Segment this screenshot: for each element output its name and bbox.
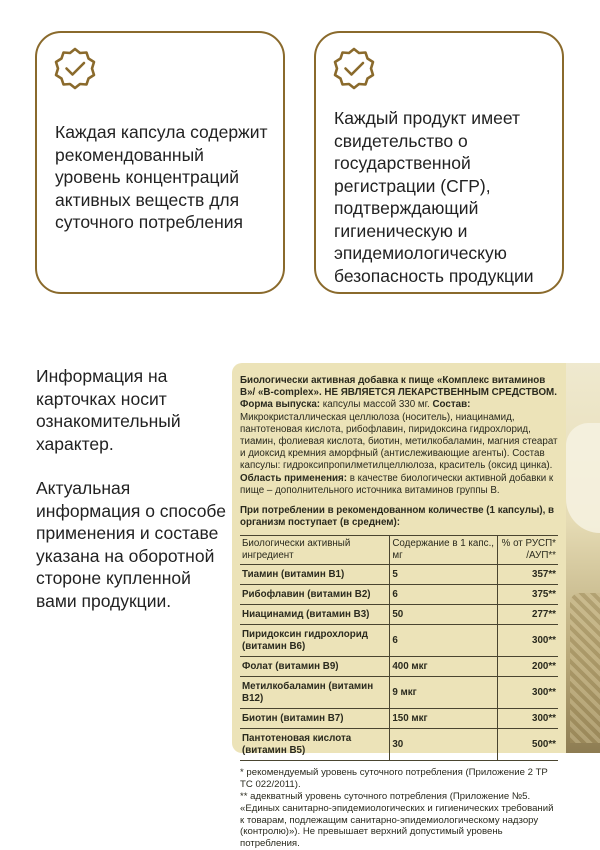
product-label-photo [232,363,600,850]
info-card-dose [35,31,285,294]
header-percent: % от РУСП* /АУП** [497,536,558,565]
percent-cell: 300** [497,677,558,709]
disclaimer-block [36,365,226,634]
info-card-registration [314,31,564,294]
table-row [240,625,558,657]
header-ingredient: Биологически активный ингредиент [240,536,390,565]
ingredient-cell: Пантотеновая кислота (витамин B5) [240,729,390,761]
intake-note: При потреблении в рекомендованном количестве (1 капсулы), в организм поступает (в среднем): [240,505,555,529]
percent-cell: 200** [497,657,558,677]
table-header-row [240,536,558,565]
card-registration-text: Каждый продукт имеет свидетельство о государственной регистрации (СГР), подтверждающий гигиеническую и эпидемиологическую безопасность продукции [334,108,534,286]
form-text: капсулы массой 330 мг. [320,399,433,411]
percent-cell: 300** [497,709,558,729]
ingredient-cell: Ниацинамид (витамин B3) [240,605,390,625]
area-label: Область применения: [240,472,347,484]
content-cell: 9 мкг [390,677,498,709]
percent-cell: 357** [497,565,558,585]
content-cell: 50 [390,605,498,625]
ingredient-cell: Метилкобаламин (витамин B12) [240,677,390,709]
ingredient-cell: Тиамин (витамин B1) [240,565,390,585]
package-edge-image [566,363,600,753]
content-cell: 30 [390,729,498,761]
table-row [240,729,558,761]
percent-cell: 277** [497,605,558,625]
content-cell: 6 [390,585,498,605]
form-label: Форма выпуска: [240,399,321,411]
table-row [240,677,558,709]
composition-label: Состав: [432,399,471,411]
percent-cell: 500** [497,729,558,761]
ingredient-cell: Биотин (витамин B7) [240,709,390,729]
label-area [240,473,558,497]
table-row [240,585,558,605]
percent-cell: 300** [497,625,558,657]
label-content [240,375,558,850]
composition-text: Микрокристаллическая целлюлоза (носитель), ниацинамид, пантотеновая кислота, рибофлавин, пиридоксина гидрохлорид, тиамин, фолиевая кислота, биотин, метилкобаламин, магния стеарат и диоксид кремния аморфный (антислеживающие агенты). Состав капсулы: гидроксипропилметилцеллюлоза, краситель (оксид цинка). [240,411,558,472]
disclaimer-text: Информация на карточках носит ознакомительный характер. [36,366,181,454]
check-badge-icon [52,46,98,92]
table-row [240,709,558,729]
ingredient-cell: Фолат (витамин B9) [240,657,390,677]
check-badge-icon [331,46,377,92]
header-content: Содержание в 1 капс., мг [390,536,498,565]
card-dose-text: Каждая капсула содержит рекомендованный уровень концентраций активных веществ для суточного потребления [55,122,268,232]
nutrition-table [240,535,558,761]
label-description [240,399,558,472]
label-title: Биологически активная добавка к пище «Комплекс витаминов B»/ «B-complex». НЕ ЯВЛЯЕТСЯ ЛЕКАРСТВЕННЫМ СРЕДСТВОМ. [240,375,557,399]
ingredient-cell: Пиридоксин гидрохлорид (витамин B6) [240,625,390,657]
content-cell: 6 [390,625,498,657]
table-row [240,605,558,625]
footnote-rusp: * рекомендуемый уровень суточного потребления (Приложение 2 ТР ТС 022/2011). [240,767,548,791]
area-text: в качестве биологически активной добавки к пище – дополнительного источника витаминов группы В. [240,472,554,496]
content-cell: 5 [390,565,498,585]
content-cell: 150 мкг [390,709,498,729]
content-cell: 400 мкг [390,657,498,677]
actual-info-text: Актуальная информация о способе применения и составе указана на оборотной стороне купленной вами продукции. [36,478,226,611]
percent-cell: 375** [497,585,558,605]
ingredient-cell: Рибофлавин (витамин B2) [240,585,390,605]
footnote-aup: ** адекватный уровень суточного потребления (Приложение №5. «Единых санитарно-эпидемиологических и гигиенических требований к товарам, подлежащим санитарно-эпидемиологическому надзору (контролю)»). Не превышает верхний допустимый уровень потребления. [240,791,554,850]
table-row [240,657,558,677]
table-row [240,565,558,585]
